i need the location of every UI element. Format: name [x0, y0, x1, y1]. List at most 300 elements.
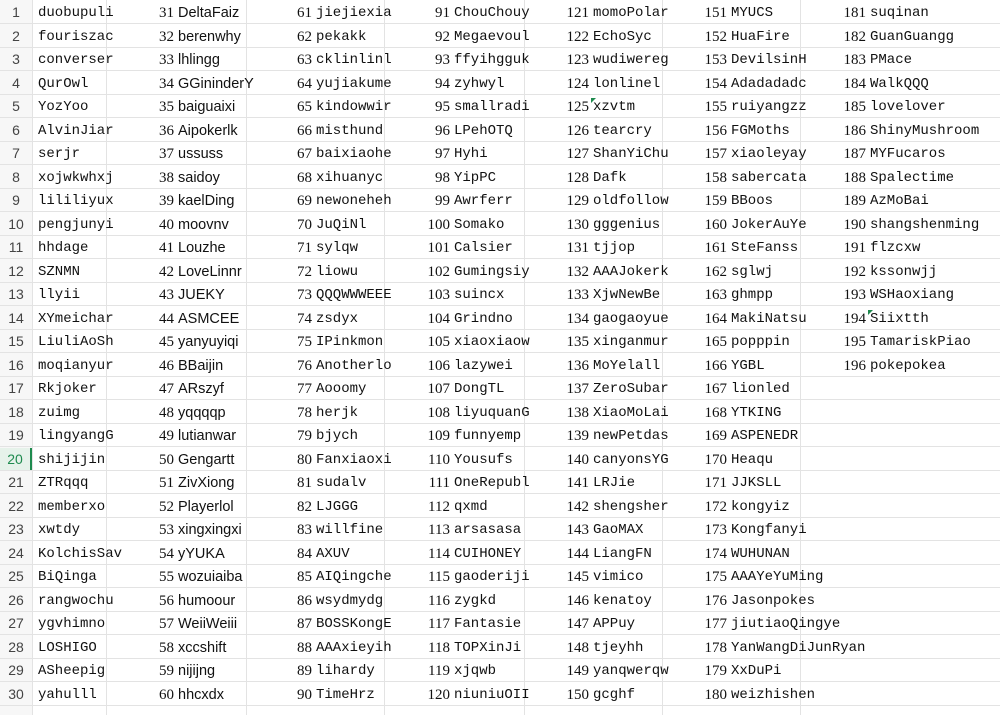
cell-name[interactable]: pekakk — [316, 28, 367, 45]
cell-name[interactable]: SZNMN — [38, 263, 81, 280]
cell-index[interactable]: 41 — [159, 240, 174, 256]
cell-index[interactable]: 190 — [843, 216, 866, 233]
cell-name[interactable]: JJKSLL — [731, 475, 782, 491]
row-number[interactable]: 5 — [12, 98, 20, 114]
cell-name[interactable]: GGininderY — [178, 75, 254, 92]
cell-index[interactable]: 145 — [566, 569, 589, 585]
cell-name[interactable]: Gengartt — [178, 451, 235, 468]
cell-name[interactable]: sudalv — [316, 475, 367, 491]
cell-index[interactable]: 147 — [566, 616, 589, 632]
cell-name[interactable]: ffyihgguk — [454, 52, 530, 68]
cell-index[interactable]: 131 — [566, 240, 589, 256]
cell-name[interactable]: ARszyf — [178, 381, 224, 397]
cell-name[interactable]: xingxingxi — [178, 522, 242, 538]
cell-index[interactable]: 37 — [159, 146, 174, 162]
cell-index[interactable]: 132 — [566, 263, 589, 280]
cell-name[interactable]: TOPXinJi — [454, 639, 522, 656]
cell-name[interactable]: xccshift — [178, 639, 227, 656]
row-number[interactable]: 17 — [8, 380, 24, 396]
cell-name[interactable]: duobupuli — [38, 5, 114, 21]
table-row[interactable] — [0, 213, 1000, 236]
cell-name[interactable]: suincx — [454, 287, 505, 303]
cell-index[interactable]: 45 — [159, 334, 174, 350]
cell-name[interactable]: Dafk — [593, 169, 627, 186]
cell-index[interactable]: 84 — [297, 545, 312, 562]
cell-name[interactable]: BBoos — [731, 193, 774, 209]
cell-index[interactable]: 105 — [427, 334, 450, 350]
cell-index[interactable]: 85 — [297, 569, 312, 585]
cell-index[interactable]: 111 — [428, 475, 450, 491]
cell-name[interactable]: Louzhe — [178, 240, 226, 256]
cell-name[interactable]: AzMoBai — [870, 193, 929, 209]
cell-name[interactable]: Playerlol — [178, 498, 234, 515]
row-number[interactable]: 2 — [12, 27, 20, 44]
cell-index[interactable]: 140 — [566, 451, 589, 468]
cell-name[interactable]: AAAJokerk — [593, 263, 669, 280]
cell-index[interactable]: 143 — [566, 522, 589, 538]
cell-index[interactable]: 167 — [704, 381, 727, 397]
cell-index[interactable]: 182 — [843, 28, 866, 45]
cell-index[interactable]: 40 — [159, 216, 174, 233]
cell-name[interactable]: yanyuyiqi — [178, 334, 239, 350]
cell-name[interactable]: xiaoxiaow — [454, 334, 530, 350]
cell-name[interactable]: Anotherlo — [316, 357, 392, 374]
cell-index[interactable]: 127 — [566, 146, 589, 162]
cell-name[interactable]: KolchisSav — [38, 545, 123, 562]
table-row[interactable] — [0, 166, 1000, 189]
table-row[interactable] — [0, 659, 1000, 682]
cell-index[interactable]: 44 — [159, 310, 174, 327]
cell-name[interactable]: JokerAuYe — [731, 216, 807, 233]
cell-index[interactable]: 134 — [566, 310, 589, 327]
cell-name[interactable]: bjych — [316, 428, 359, 444]
cell-name[interactable]: zyhwyl — [454, 75, 505, 92]
cell-name[interactable]: Aipokerlk — [178, 122, 238, 139]
cell-name[interactable]: XiaoMoLai — [593, 404, 669, 421]
cell-name[interactable]: JUEKY — [178, 287, 225, 303]
cell-index[interactable]: 89 — [297, 663, 312, 679]
cell-index[interactable]: 69 — [297, 193, 312, 209]
cell-name[interactable]: TimeHrz — [316, 686, 375, 703]
cell-index[interactable]: 191 — [843, 240, 866, 256]
cell-name[interactable]: ygvhimno — [38, 616, 106, 632]
cell-name[interactable]: hhcxdx — [178, 686, 224, 703]
cell-name[interactable]: WeiiWeiii — [178, 616, 238, 632]
table-row[interactable] — [0, 612, 1000, 635]
cell-name[interactable]: qxmd — [454, 498, 488, 515]
cell-name[interactable]: ASheepig — [38, 663, 106, 679]
cell-name[interactable]: suqinan — [870, 5, 929, 21]
cell-name[interactable]: weizhishen — [731, 686, 816, 703]
cell-name[interactable]: GuanGuangg — [870, 28, 955, 45]
cell-index[interactable]: 82 — [297, 498, 312, 515]
cell-name[interactable]: TamariskPiao — [870, 334, 971, 350]
cell-name[interactable]: wudiwereg — [593, 52, 669, 68]
cell-index[interactable]: 172 — [704, 498, 727, 515]
cell-index[interactable]: 74 — [297, 310, 312, 327]
cell-name[interactable]: Fanxiaoxi — [316, 451, 392, 468]
cell-name[interactable]: lihardy — [316, 663, 375, 679]
cell-index[interactable]: 125 — [566, 99, 589, 115]
cell-index[interactable]: 171 — [704, 475, 727, 491]
row-number[interactable]: 21 — [8, 474, 24, 490]
cell-name[interactable]: SteFanss — [731, 240, 799, 256]
row-number[interactable]: 6 — [12, 121, 20, 138]
cell-index[interactable]: 68 — [297, 169, 312, 186]
cell-index[interactable]: 78 — [297, 404, 312, 421]
cell-name[interactable]: kongyiz — [731, 498, 790, 515]
cell-name[interactable]: jiutiaoQingye — [731, 616, 841, 632]
row-number[interactable]: 27 — [8, 615, 24, 631]
table-row[interactable] — [0, 1, 1000, 24]
cell-index[interactable]: 152 — [704, 28, 727, 45]
cell-index[interactable]: 67 — [297, 146, 312, 162]
cell-index[interactable]: 161 — [704, 240, 727, 256]
cell-index[interactable]: 178 — [704, 639, 727, 656]
cell-name[interactable]: xinganmur — [593, 334, 669, 350]
cell-index[interactable]: 46 — [159, 357, 174, 374]
cell-name[interactable]: Kongfanyi — [731, 522, 807, 538]
cell-index[interactable]: 144 — [566, 545, 589, 562]
cell-name[interactable]: flzcxw — [870, 240, 921, 256]
cell-index[interactable]: 51 — [159, 475, 174, 491]
cell-index[interactable]: 53 — [159, 522, 174, 538]
cell-index[interactable]: 118 — [428, 639, 450, 656]
cell-name[interactable]: WalkQQQ — [870, 75, 929, 92]
cell-name[interactable]: gggenius — [593, 216, 661, 233]
cell-name[interactable]: Hyhi — [454, 146, 488, 162]
cell-name[interactable]: XxDuPi — [731, 663, 782, 679]
table-row[interactable] — [0, 307, 1000, 330]
table-row[interactable] — [0, 119, 1000, 142]
cell-index[interactable]: 146 — [566, 592, 589, 609]
cell-index[interactable]: 128 — [566, 169, 589, 186]
table-row[interactable] — [0, 189, 1000, 212]
cell-name[interactable]: llyii — [38, 287, 81, 303]
table-row[interactable] — [0, 636, 1000, 659]
cell-name[interactable]: BiQinga — [38, 569, 97, 585]
cell-index[interactable]: 122 — [566, 28, 589, 45]
cell-name[interactable]: LoveLinnr — [178, 263, 242, 280]
cell-index[interactable]: 39 — [159, 193, 174, 209]
cell-index[interactable]: 169 — [704, 428, 727, 444]
table-row[interactable] — [0, 589, 1000, 612]
row-number[interactable]: 16 — [8, 356, 24, 373]
cell-index[interactable]: 184 — [843, 75, 866, 92]
cell-name[interactable]: moovnv — [178, 216, 229, 233]
cell-index[interactable]: 42 — [159, 263, 174, 280]
cell-name[interactable]: serjr — [38, 146, 81, 162]
cell-name[interactable]: jiejiexia — [316, 5, 392, 21]
table-row[interactable] — [0, 401, 1000, 424]
cell-name[interactable]: lililiyux — [38, 193, 114, 209]
cell-name[interactable]: arsasasa — [454, 522, 522, 538]
cell-index[interactable]: 148 — [566, 639, 589, 656]
cell-name[interactable]: misthund — [316, 122, 384, 139]
cell-index[interactable]: 52 — [159, 498, 174, 515]
cell-name[interactable]: nijijng — [178, 663, 216, 679]
row-number[interactable]: 7 — [12, 145, 20, 161]
cell-name[interactable]: Rkjoker — [38, 381, 97, 397]
cell-name[interactable]: lutianwar — [178, 428, 237, 444]
cell-name[interactable]: fouriszac — [38, 28, 114, 45]
cell-name[interactable]: lonlinel — [593, 75, 661, 92]
cell-name[interactable]: MoYelall — [593, 357, 661, 374]
cell-name[interactable]: ruiyangzz — [731, 99, 807, 115]
cell-index[interactable]: 56 — [159, 592, 174, 609]
cell-index[interactable]: 158 — [704, 169, 727, 186]
row-number[interactable]: 20 — [0, 448, 32, 470]
cell-index[interactable]: 116 — [428, 592, 450, 609]
cell-index[interactable]: 101 — [427, 240, 450, 256]
cell-name[interactable]: Fantasie — [454, 616, 522, 632]
cell-name[interactable]: ShanYiChu — [593, 146, 669, 162]
cell-index[interactable]: 192 — [843, 263, 866, 280]
cell-index[interactable]: 113 — [428, 522, 450, 538]
cell-name[interactable]: EchoSyc — [593, 28, 652, 45]
cell-index[interactable]: 138 — [566, 404, 589, 421]
row-number[interactable]: 15 — [8, 333, 24, 349]
cell-name[interactable]: ussuss — [178, 146, 224, 162]
cell-index[interactable]: 58 — [159, 639, 174, 656]
cell-index[interactable]: 133 — [566, 287, 589, 303]
cell-name[interactable]: MakiNatsu — [731, 310, 807, 327]
table-row[interactable] — [0, 495, 1000, 518]
cell-index[interactable]: 188 — [843, 169, 866, 186]
cell-name[interactable]: herjk — [316, 404, 359, 421]
cell-index[interactable]: 35 — [159, 99, 174, 115]
row-number[interactable]: 25 — [8, 568, 24, 584]
cell-name[interactable]: shengsher — [593, 498, 669, 515]
cell-index[interactable]: 185 — [843, 99, 866, 115]
row-number[interactable]: 24 — [8, 544, 24, 561]
cell-name[interactable]: canyonsYG — [593, 451, 669, 468]
table-row[interactable] — [0, 236, 1000, 259]
cell-name[interactable]: Somako — [454, 216, 505, 233]
table-row[interactable] — [0, 330, 1000, 353]
cell-name[interactable]: lhlingg — [178, 52, 220, 68]
cell-index[interactable]: 75 — [297, 334, 312, 350]
cell-name[interactable]: lingyangG — [38, 428, 114, 444]
cell-name[interactable]: liowu — [316, 263, 359, 280]
cell-name[interactable]: moqianyur — [38, 357, 114, 374]
cell-index[interactable]: 175 — [704, 569, 727, 585]
cell-index[interactable]: 65 — [297, 99, 312, 115]
cell-name[interactable]: kaelDing — [178, 193, 235, 209]
cell-name[interactable]: yahulll — [38, 686, 97, 703]
row-number[interactable]: 12 — [8, 262, 24, 279]
cell-index[interactable]: 100 — [427, 216, 450, 233]
cell-name[interactable]: saidoy — [178, 169, 220, 186]
cell-name[interactable]: Awrferr — [454, 193, 513, 209]
cell-index[interactable]: 187 — [843, 146, 866, 162]
cell-name[interactable]: memberxo — [38, 498, 106, 515]
cell-index[interactable]: 62 — [297, 28, 312, 45]
cell-name[interactable]: kenatoy — [593, 592, 652, 609]
table-row[interactable] — [0, 95, 1000, 118]
cell-name[interactable]: ZeroSubar — [593, 381, 669, 397]
cell-name[interactable]: Adadadadc — [731, 75, 807, 92]
cell-index[interactable]: 196 — [843, 357, 866, 374]
cell-index[interactable]: 153 — [704, 52, 727, 68]
cell-name[interactable]: sabercata — [731, 169, 807, 186]
cell-name[interactable]: xzvtm — [593, 99, 636, 115]
row-number[interactable]: 18 — [8, 403, 24, 420]
cell-index[interactable]: 114 — [428, 545, 450, 562]
cell-index[interactable]: 61 — [297, 5, 312, 21]
cell-name[interactable]: DevilsinH — [731, 52, 807, 68]
cell-index[interactable]: 180 — [704, 686, 727, 703]
cell-name[interactable]: baixiaohe — [316, 146, 392, 162]
cell-index[interactable]: 189 — [843, 193, 866, 209]
cell-name[interactable]: zuimg — [38, 404, 81, 421]
cell-name[interactable]: ZTRqqq — [38, 475, 89, 491]
row-number[interactable]: 26 — [8, 591, 24, 608]
cell-index[interactable]: 110 — [428, 451, 450, 468]
cell-name[interactable]: Heaqu — [731, 451, 774, 468]
table-row[interactable] — [0, 377, 1000, 400]
cell-index[interactable]: 120 — [427, 686, 450, 703]
cell-index[interactable]: 183 — [843, 52, 866, 68]
cell-name[interactable]: Jasonpokes — [731, 592, 816, 609]
cell-index[interactable]: 59 — [159, 663, 174, 679]
cell-name[interactable]: Megaevoul — [454, 28, 530, 45]
cell-name[interactable]: ghmpp — [731, 287, 774, 303]
cell-index[interactable]: 173 — [704, 522, 727, 538]
cell-name[interactable]: cklinlinl — [316, 52, 392, 68]
cell-name[interactable]: DeltaFaiz — [178, 5, 240, 21]
cell-name[interactable]: yanqwerqw — [593, 663, 669, 679]
cell-name[interactable]: ZivXiong — [178, 475, 235, 491]
cell-index[interactable]: 99 — [435, 193, 450, 209]
cell-name[interactable]: humoour — [178, 592, 236, 609]
cell-index[interactable]: 80 — [297, 451, 312, 468]
cell-name[interactable]: kssonwjj — [870, 263, 938, 280]
cell-index[interactable]: 86 — [297, 592, 312, 609]
table-row[interactable] — [0, 542, 1000, 565]
cell-name[interactable]: XYmeichar — [38, 310, 114, 327]
cell-name[interactable]: newoneheh — [316, 193, 392, 209]
cell-name[interactable]: WSHaoxiang — [870, 287, 955, 303]
table-row[interactable] — [0, 683, 1000, 706]
row-number[interactable]: 8 — [12, 168, 20, 185]
cell-index[interactable]: 107 — [427, 381, 450, 397]
cell-index[interactable]: 91 — [435, 5, 450, 21]
cell-name[interactable]: yYUKA — [178, 545, 225, 562]
row-number[interactable]: 30 — [8, 685, 24, 702]
cell-name[interactable]: QQQWWWEEE — [316, 287, 392, 303]
cell-name[interactable]: xjqwb — [454, 663, 497, 679]
cell-name[interactable]: AXUV — [316, 545, 350, 562]
cell-name[interactable]: Aooomy — [316, 381, 367, 397]
cell-name[interactable]: Spalectime — [870, 169, 955, 186]
cell-index[interactable]: 195 — [843, 334, 866, 350]
table-row[interactable] — [0, 448, 1000, 471]
cell-name[interactable]: tearcry — [593, 122, 652, 139]
cell-index[interactable]: 176 — [704, 592, 727, 609]
cell-index[interactable]: 142 — [566, 498, 589, 515]
cell-index[interactable]: 186 — [843, 122, 866, 139]
cell-name[interactable]: willfine — [316, 522, 384, 538]
cell-name[interactable]: berenwhy — [178, 28, 241, 45]
cell-index[interactable]: 168 — [704, 404, 727, 421]
cell-name[interactable]: QurOwl — [38, 75, 89, 92]
cell-name[interactable]: Gumingsiy — [454, 263, 530, 280]
cell-index[interactable]: 95 — [435, 99, 450, 115]
cell-name[interactable]: ShinyMushroom — [870, 122, 980, 139]
cell-name[interactable]: xojwkwhxj — [38, 169, 114, 186]
row-number[interactable]: 10 — [8, 215, 24, 232]
cell-name[interactable]: gaoderiji — [454, 569, 530, 585]
cell-name[interactable]: kindowwir — [316, 99, 392, 115]
cell-index[interactable]: 106 — [427, 357, 450, 374]
row-number[interactable]: 9 — [12, 192, 20, 208]
row-number[interactable]: 28 — [8, 638, 24, 655]
cell-index[interactable]: 70 — [297, 216, 312, 233]
cell-name[interactable]: zygkd — [454, 592, 497, 609]
cell-name[interactable]: FGMoths — [731, 122, 790, 139]
cell-index[interactable]: 108 — [427, 404, 450, 421]
cell-index[interactable]: 165 — [704, 334, 727, 350]
cell-name[interactable]: zsdyx — [316, 310, 359, 327]
cell-index[interactable]: 31 — [159, 5, 174, 21]
cell-name[interactable]: Yousufs — [454, 451, 513, 468]
table-row[interactable] — [0, 518, 1000, 541]
table-row[interactable] — [0, 25, 1000, 48]
cell-index[interactable]: 162 — [704, 263, 727, 280]
cell-index[interactable]: 163 — [704, 287, 727, 303]
cell-index[interactable]: 63 — [297, 52, 312, 68]
cell-name[interactable]: ChouChouy — [454, 5, 530, 21]
row-number[interactable]: 22 — [8, 497, 24, 514]
cell-index[interactable]: 160 — [704, 216, 727, 233]
cell-name[interactable]: Calsier — [454, 240, 513, 256]
cell-name[interactable]: smallradi — [454, 99, 530, 115]
row-number[interactable]: 29 — [8, 662, 24, 678]
cell-index[interactable]: 73 — [297, 287, 312, 303]
cell-name[interactable]: wsydmydg — [316, 592, 384, 609]
cell-name[interactable]: shijijin — [38, 451, 106, 468]
cell-name[interactable]: AlvinJiar — [38, 122, 114, 139]
cell-name[interactable]: IPinkmon — [316, 334, 384, 350]
table-row[interactable] — [0, 72, 1000, 95]
cell-name[interactable]: lazywei — [454, 357, 513, 374]
cell-name[interactable]: JuQiNl — [316, 216, 367, 233]
cell-index[interactable]: 156 — [704, 122, 727, 139]
cell-index[interactable]: 77 — [297, 381, 312, 397]
cell-index[interactable]: 72 — [297, 263, 312, 280]
cell-index[interactable]: 102 — [427, 263, 450, 280]
cell-index[interactable]: 194 — [843, 310, 866, 327]
cell-name[interactable]: newPetdas — [593, 428, 669, 444]
cell-name[interactable]: pokepokea — [870, 357, 946, 374]
cell-index[interactable]: 181 — [843, 5, 866, 21]
cell-index[interactable]: 112 — [428, 498, 450, 515]
cell-name[interactable]: YanWangDiJunRyan — [731, 639, 866, 656]
cell-index[interactable]: 32 — [159, 28, 174, 45]
cell-name[interactable]: MYUCS — [731, 5, 774, 21]
cell-name[interactable]: AIQingche — [316, 569, 392, 585]
cell-name[interactable]: lovelover — [870, 99, 946, 115]
cell-name[interactable]: LRJie — [593, 475, 636, 491]
cell-name[interactable]: vimico — [593, 569, 644, 585]
table-row[interactable] — [0, 142, 1000, 165]
cell-name[interactable]: OneRepubl — [454, 475, 530, 491]
cell-name[interactable]: hhdage — [38, 240, 89, 256]
cell-index[interactable]: 47 — [159, 381, 174, 397]
cell-name[interactable]: GaoMAX — [593, 522, 644, 538]
cell-name[interactable]: shangshenming — [870, 216, 980, 233]
